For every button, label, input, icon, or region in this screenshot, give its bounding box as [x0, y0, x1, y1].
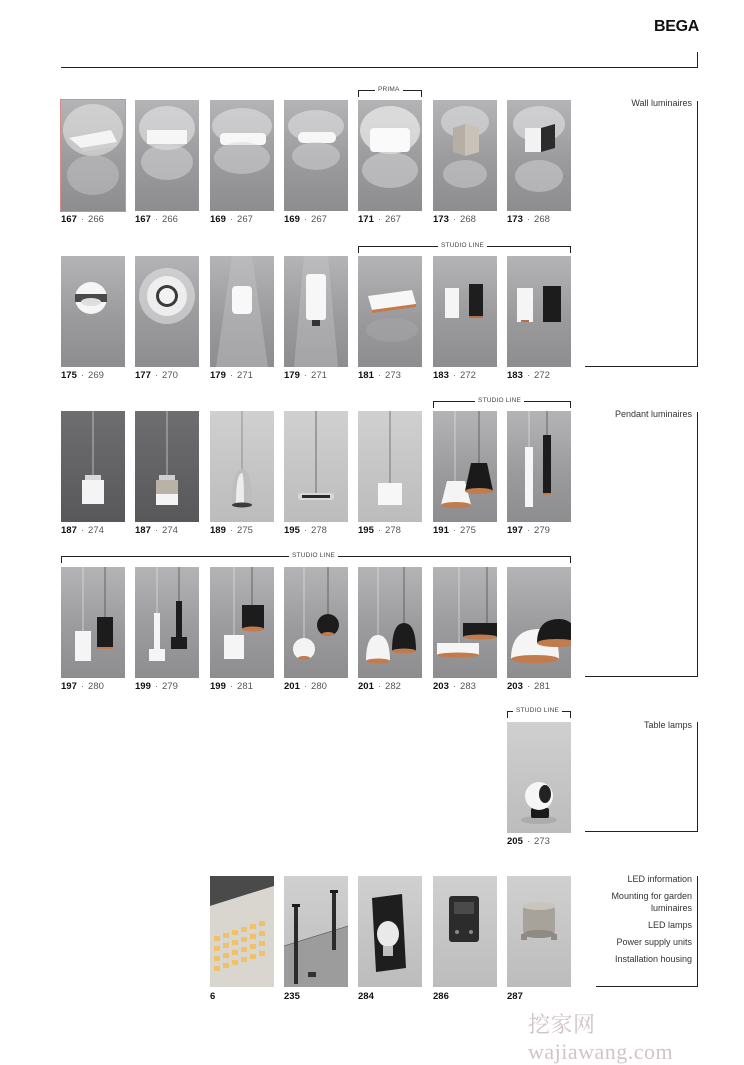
info-page-label[interactable] — [210, 991, 215, 1002]
range-label-studio-line-3: STUDIO LINE — [289, 552, 338, 559]
info-link-mounting[interactable]: Mounting for garden luminaires — [611, 891, 692, 913]
separator-dot: · — [303, 370, 308, 381]
separator-dot: · — [377, 525, 382, 536]
range-label-prima: PRIMA — [375, 86, 403, 93]
product-tile-187a[interactable] — [61, 411, 125, 522]
page-number: 284 — [358, 991, 374, 1002]
product-tile-173b[interactable] — [507, 100, 571, 211]
product-number: 195 — [358, 525, 374, 536]
product-number: 191 — [433, 525, 449, 536]
pendant-studio-stepped-icon — [135, 567, 199, 678]
product-number: 171 — [358, 214, 374, 225]
range-label-studio-line-4: STUDIO LINE — [513, 707, 562, 714]
product-number: 169 — [210, 214, 226, 225]
product-label[interactable] — [507, 370, 550, 381]
studio-bracket-1-left — [358, 246, 359, 253]
page-number: 280 — [88, 681, 104, 692]
product-tile-169b[interactable] — [284, 100, 348, 211]
wall-cube-luminaire-icon — [433, 100, 497, 211]
pendant-studio-drums-icon — [210, 567, 274, 678]
page-number: 6 — [210, 991, 216, 1002]
table-frame-side — [697, 722, 698, 831]
product-tile-183a[interactable] — [433, 256, 497, 367]
separator-dot: · — [229, 681, 234, 692]
page-number: 278 — [311, 525, 327, 536]
product-label[interactable] — [61, 525, 104, 536]
page-number: 287 — [507, 991, 523, 1002]
category-pendant-luminaires[interactable]: Pendant luminaires — [614, 409, 692, 419]
product-label[interactable] — [135, 214, 178, 225]
product-label[interactable] — [358, 214, 401, 225]
wall-round-luminaire-icon — [61, 256, 125, 367]
page-number: 271 — [311, 370, 327, 381]
wall-cube-luminaire-icon — [507, 100, 571, 211]
page-number: 279 — [162, 681, 178, 692]
separator-dot: · — [229, 525, 234, 536]
product-label[interactable] — [507, 836, 550, 847]
page-number: 283 — [460, 681, 476, 692]
wall-cylinder-luminaire-icon — [210, 256, 274, 367]
wall-frame-bottom — [585, 366, 698, 367]
pendant-drum-icon — [358, 411, 422, 522]
product-number: 175 — [61, 370, 77, 381]
product-label[interactable] — [433, 214, 476, 225]
wall-studio-bar-luminaire-icon — [358, 256, 422, 367]
page-number: 235 — [284, 991, 300, 1002]
category-table-lamps[interactable]: Table lamps — [643, 720, 692, 730]
separator-dot: · — [80, 370, 85, 381]
page-number: 267 — [237, 214, 253, 225]
separator-dot: · — [229, 214, 234, 225]
product-number: 183 — [433, 370, 449, 381]
page-number: 286 — [433, 991, 449, 1002]
studio-bracket-2-right — [570, 401, 571, 408]
studio-bracket-2-left — [433, 401, 434, 408]
pendant-studio-spheres-icon — [284, 567, 348, 678]
pendant-studio-tubes-icon — [61, 567, 125, 678]
product-tile-169a[interactable] — [210, 100, 274, 211]
wall-studio-tubes-icon — [507, 256, 571, 367]
separator-dot: · — [377, 681, 382, 692]
pendant-studio-large-domes-icon — [507, 567, 571, 678]
product-number: 201 — [284, 681, 300, 692]
product-number: 197 — [507, 525, 523, 536]
studio-bracket-1-right — [570, 246, 571, 253]
separator-dot: · — [526, 370, 531, 381]
wall-studio-tubes-icon — [433, 256, 497, 367]
separator-dot: · — [377, 370, 382, 381]
wall-halo-luminaire-icon — [135, 256, 199, 367]
wall-bar-luminaire-icon — [210, 100, 274, 211]
product-label[interactable] — [61, 370, 104, 381]
separator-dot: · — [452, 214, 457, 225]
product-number: 201 — [358, 681, 374, 692]
product-tile-205[interactable] — [507, 722, 571, 833]
page-number: 266 — [88, 214, 104, 225]
page-number: 267 — [385, 214, 401, 225]
wall-tall-luminaire-icon — [284, 256, 348, 367]
product-tile-197a[interactable] — [507, 411, 571, 522]
page-number: 280 — [311, 681, 327, 692]
product-label[interactable] — [358, 370, 401, 381]
product-tile-183b[interactable] — [507, 256, 571, 367]
product-label[interactable] — [507, 525, 550, 536]
header-rule — [61, 67, 698, 68]
wall-box-luminaire-icon — [135, 100, 199, 211]
pendant-studio-domes-icon — [358, 567, 422, 678]
watermark: 挖家网 wajiawang.com — [528, 1012, 674, 1064]
info-tile-mounting[interactable] — [284, 876, 348, 987]
separator-dot: · — [80, 525, 85, 536]
table-lamp-icon — [507, 722, 571, 833]
product-label[interactable] — [284, 681, 327, 692]
product-tile-179a[interactable] — [210, 256, 274, 367]
product-tile-197b[interactable] — [61, 567, 125, 678]
info-tile-led-information[interactable] — [210, 876, 274, 987]
product-tile-195a[interactable] — [284, 411, 348, 522]
product-number: 177 — [135, 370, 151, 381]
page-number: 278 — [385, 525, 401, 536]
product-tile-171[interactable] — [358, 100, 422, 211]
page-number: 282 — [385, 681, 401, 692]
product-tile-167a[interactable] — [61, 100, 125, 211]
info-tile-power-supply[interactable] — [433, 876, 497, 987]
product-label[interactable] — [284, 214, 327, 225]
category-wall-luminaires[interactable]: Wall luminaires — [631, 98, 692, 108]
product-number: 187 — [135, 525, 151, 536]
info-page-label[interactable] — [507, 991, 523, 1002]
info-page-label[interactable] — [433, 991, 449, 1002]
product-tile-181[interactable] — [358, 256, 422, 367]
product-label[interactable] — [433, 525, 476, 536]
page-number: 266 — [162, 214, 178, 225]
product-number: 205 — [507, 836, 523, 847]
pendant-frame-side — [697, 412, 698, 676]
separator-dot: · — [303, 214, 308, 225]
product-number: 179 — [210, 370, 226, 381]
product-label[interactable] — [358, 525, 401, 536]
wall-prima-luminaire-icon — [358, 100, 422, 211]
installation-housing-icon — [507, 876, 571, 987]
product-number: 173 — [433, 214, 449, 225]
header-rule-tick — [697, 52, 698, 68]
separator-dot: · — [452, 681, 457, 692]
product-number: 199 — [135, 681, 151, 692]
product-tile-195b[interactable] — [358, 411, 422, 522]
page-number: 273 — [385, 370, 401, 381]
led-chip-icon — [210, 876, 274, 987]
separator-dot: · — [526, 836, 531, 847]
pendant-cylinder-icon — [135, 411, 199, 522]
wall-wedge-luminaire-icon — [61, 100, 125, 211]
product-tile-191[interactable] — [433, 411, 497, 522]
product-tile-187b[interactable] — [135, 411, 199, 522]
product-tile-175[interactable] — [61, 256, 125, 367]
page-number: 268 — [460, 214, 476, 225]
product-label[interactable] — [433, 370, 476, 381]
page-number: 272 — [460, 370, 476, 381]
product-label[interactable] — [284, 370, 327, 381]
separator-dot: · — [80, 681, 85, 692]
page-number: 272 — [534, 370, 550, 381]
separator-dot: · — [377, 214, 382, 225]
product-label[interactable] — [135, 681, 178, 692]
separator-dot: · — [452, 370, 457, 381]
product-number: 181 — [358, 370, 374, 381]
page-number: 279 — [534, 525, 550, 536]
page-number: 268 — [534, 214, 550, 225]
product-number: 199 — [210, 681, 226, 692]
info-tile-installation-housing[interactable] — [507, 876, 571, 987]
separator-dot: · — [526, 681, 531, 692]
product-label[interactable] — [507, 681, 550, 692]
product-tile-167b[interactable] — [135, 100, 199, 211]
product-number: 197 — [61, 681, 77, 692]
product-tile-199b[interactable] — [210, 567, 274, 678]
brand-logo: BEGA — [654, 18, 700, 35]
product-tile-203a[interactable] — [433, 567, 497, 678]
page-number: 275 — [237, 525, 253, 536]
separator-dot: · — [303, 681, 308, 692]
page-number: 270 — [162, 370, 178, 381]
page-number: 271 — [237, 370, 253, 381]
product-number: 203 — [507, 681, 523, 692]
product-number: 183 — [507, 370, 523, 381]
page-number: 275 — [460, 525, 476, 536]
product-tile-203b[interactable] — [507, 567, 571, 678]
page-number: 267 — [311, 214, 327, 225]
separator-dot: · — [526, 214, 531, 225]
product-label[interactable] — [210, 525, 253, 536]
product-label[interactable] — [507, 214, 550, 225]
product-tile-189[interactable] — [210, 411, 274, 522]
product-number: 167 — [61, 214, 77, 225]
info-frame-bottom — [596, 986, 698, 987]
pendant-studio-wide-shades-icon — [433, 567, 497, 678]
power-supply-unit-icon — [433, 876, 497, 987]
studio-bracket-3-right — [570, 556, 571, 563]
info-tile-led-lamps[interactable] — [358, 876, 422, 987]
info-link-led-lamps[interactable]: LED lamps — [647, 919, 692, 930]
product-tile-173a[interactable] — [433, 100, 497, 211]
page-number: 274 — [88, 525, 104, 536]
page-number: 273 — [534, 836, 550, 847]
pendant-studio-cones-icon — [433, 411, 497, 522]
info-page-label[interactable] — [358, 991, 374, 1002]
product-number: 203 — [433, 681, 449, 692]
pendant-studio-tubes-icon — [507, 411, 571, 522]
page-number: 281 — [237, 681, 253, 692]
product-tile-201a[interactable] — [284, 567, 348, 678]
product-number: 169 — [284, 214, 300, 225]
prima-bracket-left — [358, 90, 359, 97]
range-label-studio-line-1: STUDIO LINE — [438, 242, 487, 249]
page-number: 274 — [162, 525, 178, 536]
product-label[interactable] — [61, 214, 104, 225]
product-label[interactable] — [61, 681, 104, 692]
product-number: 167 — [135, 214, 151, 225]
info-page-label[interactable] — [284, 991, 300, 1002]
separator-dot: · — [154, 214, 159, 225]
studio-bracket-4-right — [570, 711, 571, 718]
product-label[interactable] — [210, 681, 253, 692]
page-number: 281 — [534, 681, 550, 692]
info-frame-side — [697, 876, 698, 986]
product-number: 179 — [284, 370, 300, 381]
product-label[interactable] — [135, 370, 178, 381]
product-number: 173 — [507, 214, 523, 225]
garden-mounting-icon — [284, 876, 348, 987]
product-tile-179b[interactable] — [284, 256, 348, 367]
wall-bar-luminaire-icon — [284, 100, 348, 211]
table-frame-bottom — [585, 831, 698, 832]
info-link-list — [602, 874, 692, 972]
product-tile-177[interactable] — [135, 256, 199, 367]
separator-dot: · — [154, 681, 159, 692]
pendant-cylinder-icon — [61, 411, 125, 522]
pendant-bell-icon — [210, 411, 274, 522]
product-tile-199a[interactable] — [135, 567, 199, 678]
separator-dot: · — [526, 525, 531, 536]
product-label[interactable] — [135, 525, 178, 536]
product-label[interactable] — [210, 214, 253, 225]
range-label-studio-line-2: STUDIO LINE — [475, 397, 524, 404]
info-link-installation-housing[interactable]: Installation housing — [614, 954, 692, 965]
pendant-disc-icon — [284, 411, 348, 522]
separator-dot: · — [452, 525, 457, 536]
separator-dot: · — [229, 370, 234, 381]
separator-dot: · — [154, 525, 159, 536]
led-lamp-box-icon — [358, 876, 422, 987]
separator-dot: · — [154, 370, 159, 381]
product-label[interactable] — [433, 681, 476, 692]
product-label[interactable] — [358, 681, 401, 692]
info-link-led-information[interactable]: LED information — [627, 874, 692, 884]
wall-frame-side — [697, 101, 698, 366]
info-link-power-supply[interactable]: Power supply units — [616, 937, 692, 947]
product-number: 189 — [210, 525, 226, 536]
prima-bracket-right — [421, 90, 422, 97]
studio-bracket-4-left — [507, 711, 508, 718]
separator-dot: · — [80, 214, 85, 225]
separator-dot: · — [303, 525, 308, 536]
product-label[interactable] — [210, 370, 253, 381]
product-label[interactable] — [284, 525, 327, 536]
pendant-frame-bottom — [585, 676, 698, 677]
studio-bracket-3-left — [61, 556, 62, 563]
page-number: 269 — [88, 370, 104, 381]
product-number: 187 — [61, 525, 77, 536]
product-number: 195 — [284, 525, 300, 536]
product-tile-201b[interactable] — [358, 567, 422, 678]
